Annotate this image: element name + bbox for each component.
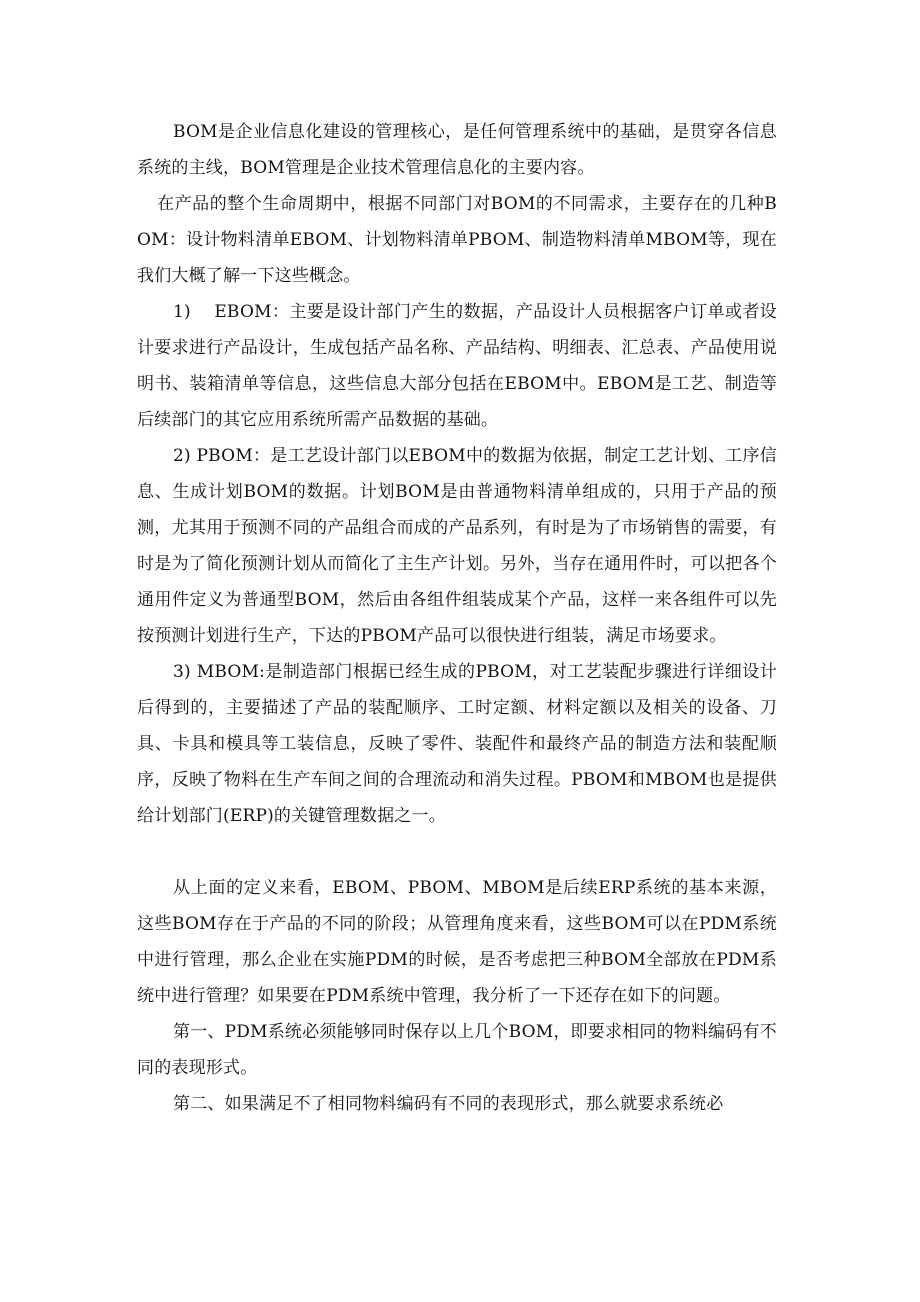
paragraph-point-one: 第一、PDM系统必须能够同时保存以上几个BOM，即要求相同的物料编码有不同的表现形式。 [137,1022,777,1078]
paragraph-bom-intro: BOM是企业信息化建设的管理核心，是任何管理系统中的基础，是贯穿各信息系统的主线，BOM管理是企业技术管理信息化的主要内容。 [137,122,777,178]
paragraph-analysis: 从上面的定义来看，EBOM、PBOM、MBOM是后续ERP系统的基本来源，这些BOM存在于产品的不同的阶段；从管理角度来看，这些BOM可以在PDM系统中进行管理，那么企业在实施PDM的时候，是否考虑把三种BOM全部放在PDM系统中进行管理？如果要在PDM系统中管理，我分析了一下还存在如下的问题。 [137,878,777,1006]
paragraph-spacer [137,834,777,870]
paragraph-ebom: 1) EBOM：主要是设计部门产生的数据，产品设计人员根据客户订单或者设计要求进行产品设计，生成包括产品名称、产品结构、明细表、汇总表、产品使用说明书、装箱清单等信息，这些信息大部分包括在EBOM中。EBOM是工艺、制造等后续部门的其它应用系统所需产品数据的基础。 [137,302,777,430]
document-body [137,114,777,1122]
paragraph-pbom: 2) PBOM：是工艺设计部门以EBOM中的数据为依据，制定工艺计划、工序信息、生成计划BOM的数据。计划BOM是由普通物料清单组成的，只用于产品的预测，尤其用于预测不同的产品组合而成的产品系列，有时是为了市场销售的需要，有时是为了简化预测计划从而简化了主生产计划。另外，当存在通用件时，可以把各个通用件定义为普通型BOM，然后由各组件组装成某个产品，这样一来各组件可以先按预测计划进行生产，下达的PBOM产品可以很快进行组装，满足市场要求。 [137,446,777,646]
paragraph-bom-types: 在产品的整个生命周期中，根据不同部门对BOM的不同需求，主要存在的几种BOM：设计物料清单EBOM、计划物料清单PBOM、制造物料清单MBOM等，现在我们大概了解一下这些概念。 [137,194,777,286]
paragraph-point-two: 第二、如果满足不了相同物料编码有不同的表现形式，那么就要求系统必 [173,1094,724,1114]
paragraph-mbom: 3) MBOM:是制造部门根据已经生成的PBOM，对工艺装配步骤进行详细设计后得到的，主要描述了产品的装配顺序、工时定额、材料定额以及相关的设备、刀具、卡具和模具等工装信息，反映了零件、装配件和最终产品的制造方法和装配顺序，反映了物料在生产车间之间的合理流动和消失过程。PBOM和MBOM也是提供给计划部门(ERP)的关键管理数据之一。 [137,662,777,826]
